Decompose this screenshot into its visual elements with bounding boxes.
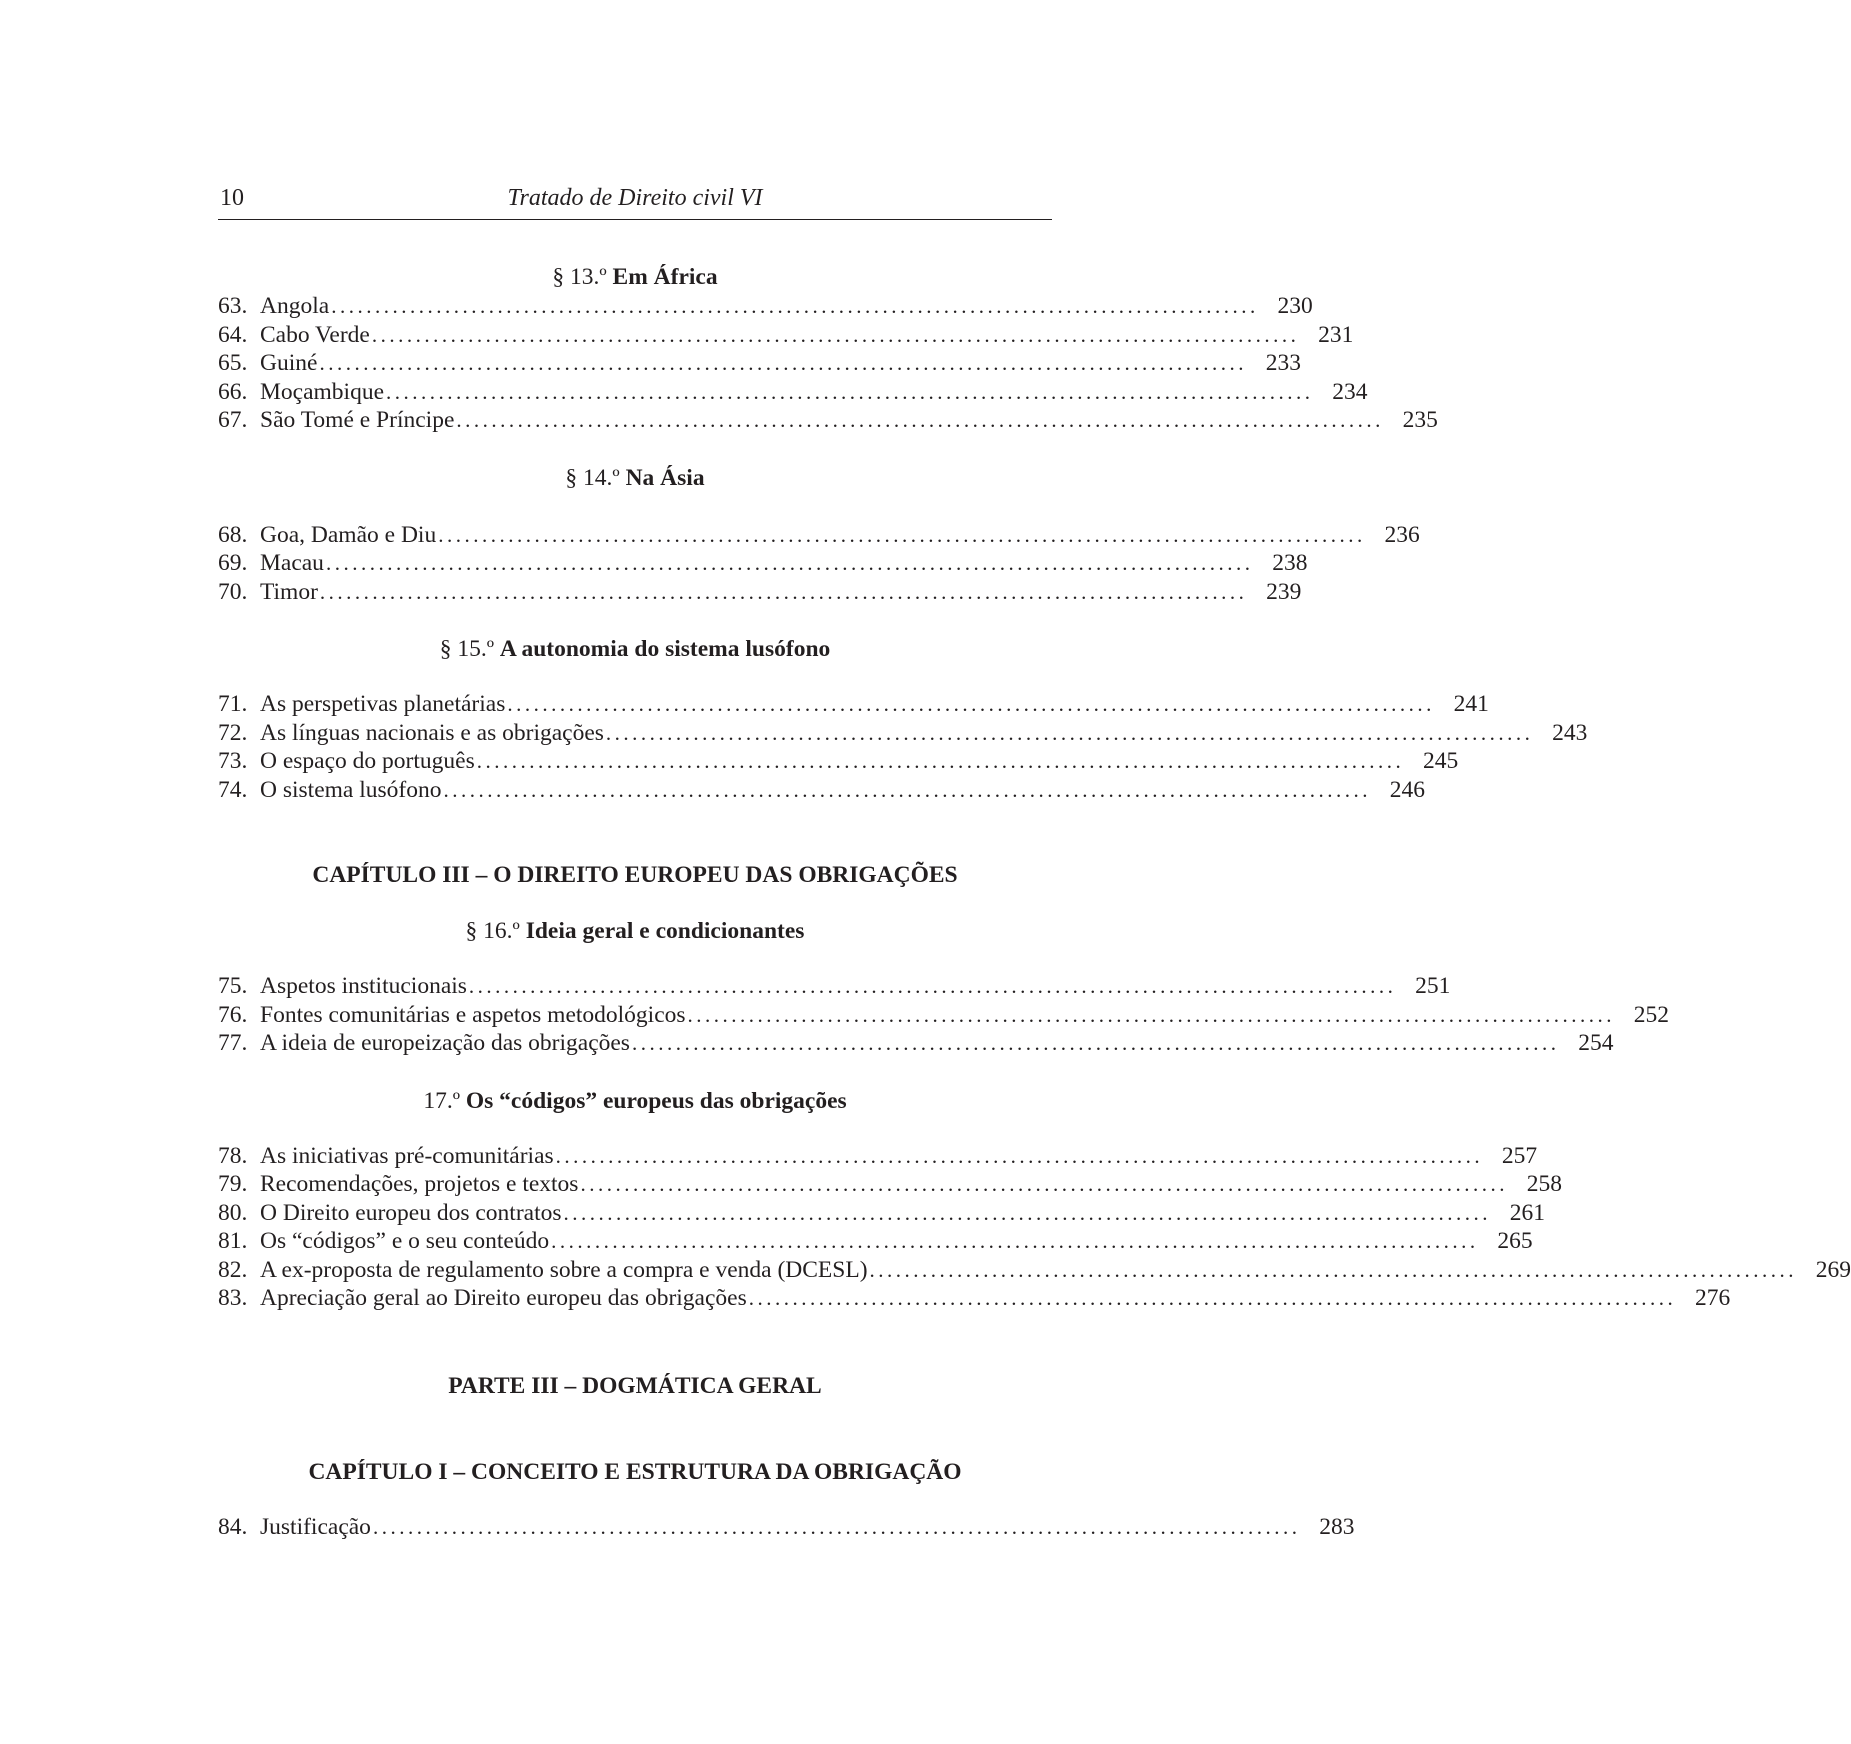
entry-number: 84. xyxy=(218,1513,248,1540)
toc-entry xyxy=(218,549,1308,578)
chapter-heading: CAPÍTULO III – O DIREITO EUROPEU DAS OBRIGAÇÕES xyxy=(312,862,958,888)
entry-title: Aspetos institucionais xyxy=(260,973,467,999)
toc-list xyxy=(218,972,1670,1058)
entry-number: 68. xyxy=(218,521,248,548)
entry-number: 65. xyxy=(218,350,248,376)
entry-title: Guiné xyxy=(260,350,318,376)
entry-title: A ideia de europeização das obrigações xyxy=(260,1030,630,1056)
spacer xyxy=(218,435,1052,463)
entry-page: 276 xyxy=(1695,1285,1731,1311)
spacer xyxy=(218,1487,1052,1513)
dot-leader: .......................................................................................................... xyxy=(563,1200,1492,1225)
entry-title: O espaço do português xyxy=(260,748,475,774)
toc-entry xyxy=(218,378,1368,407)
entry-number: 75. xyxy=(218,973,248,999)
entry-number: 73. xyxy=(218,748,248,774)
spacer xyxy=(218,1116,1052,1142)
toc-entry xyxy=(218,1513,1355,1542)
entry-number: 82. xyxy=(218,1256,248,1283)
book-page xyxy=(218,0,1851,1744)
toc-list xyxy=(218,1142,1851,1313)
spacer xyxy=(218,1401,1052,1457)
section-title: A autonomia do sistema lusófono xyxy=(499,636,831,662)
entry-title: Timor xyxy=(260,578,318,605)
spacer xyxy=(218,493,1052,521)
table-of-contents xyxy=(218,262,1851,1541)
spacer xyxy=(218,664,1052,690)
toc-entry xyxy=(218,292,1313,321)
toc-entry xyxy=(218,1142,1538,1171)
entry-title: Fontes comunitárias e aspetos metodológicos xyxy=(260,1001,686,1028)
spacer xyxy=(218,1058,1052,1086)
entry-title: As iniciativas pré-comunitárias xyxy=(260,1142,554,1169)
page-number: 10 xyxy=(220,185,244,211)
toc-list xyxy=(218,521,1420,607)
entry-title: O sistema lusófono xyxy=(260,776,442,803)
entry-page: 251 xyxy=(1415,973,1451,999)
toc-entry xyxy=(218,1227,1533,1256)
toc-entry xyxy=(218,406,1438,435)
entry-number: 80. xyxy=(218,1199,248,1226)
entry-number: 64. xyxy=(218,321,248,348)
toc-entry xyxy=(218,776,1425,805)
entry-page: 241 xyxy=(1453,691,1489,717)
toc-entry xyxy=(218,972,1451,1001)
entry-title: As línguas nacionais e as obrigações xyxy=(260,719,604,746)
entry-page: 257 xyxy=(1501,1142,1538,1169)
spacer xyxy=(218,890,1052,916)
section-title: Na Ásia xyxy=(625,464,705,491)
toc-entry xyxy=(218,1029,1614,1058)
toc-entry xyxy=(218,1256,1851,1285)
entry-number: 78. xyxy=(218,1142,248,1169)
entry-page: 254 xyxy=(1578,1030,1614,1056)
toc-entry xyxy=(218,1170,1562,1199)
toc-entry xyxy=(218,747,1459,776)
dot-leader: .......................................................................................................... xyxy=(555,1143,1484,1168)
section-heading xyxy=(218,463,1052,493)
dot-leader: .......................................................................................................... xyxy=(319,579,1248,604)
entry-page: 258 xyxy=(1526,1171,1562,1197)
entry-title: Moçambique xyxy=(260,378,384,405)
dot-leader: .......................................................................................................... xyxy=(371,322,1300,347)
entry-page: 233 xyxy=(1265,350,1301,376)
entry-page: 238 xyxy=(1272,550,1308,576)
entry-title: Justificação xyxy=(260,1513,371,1540)
entry-title: As perspetivas planetárias xyxy=(260,691,506,717)
section-heading xyxy=(218,916,1052,946)
spacer xyxy=(218,606,1052,634)
dot-leader: .......................................................................................................... xyxy=(476,749,1405,773)
dot-leader: .......................................................................................................... xyxy=(443,777,1371,802)
entry-title: Angola xyxy=(260,293,330,319)
dot-leader: .......................................................................................................... xyxy=(631,1031,1560,1055)
entry-number: 67. xyxy=(218,407,248,433)
toc-entry xyxy=(218,578,1302,607)
entry-page: 269 xyxy=(1815,1256,1851,1283)
dot-leader: .......................................................................................................... xyxy=(507,692,1435,716)
spacer xyxy=(218,946,1052,972)
chapter-heading: CAPÍTULO I – CONCEITO E ESTRUTURA DA OBRIGAÇÃO xyxy=(308,1458,962,1485)
entry-page: 235 xyxy=(1402,407,1438,433)
toc-entry xyxy=(218,349,1301,378)
entry-page: 246 xyxy=(1389,776,1425,803)
spacer xyxy=(218,1313,1052,1371)
dot-leader: .......................................................................................................... xyxy=(580,1172,1508,1196)
toc-list xyxy=(218,292,1438,435)
section-title: Ideia geral e condicionantes xyxy=(525,918,805,944)
toc-entry xyxy=(218,690,1489,719)
entry-number: 72. xyxy=(218,719,248,746)
entry-number: 66. xyxy=(218,378,248,405)
toc-list xyxy=(218,690,1588,804)
entry-number: 81. xyxy=(218,1228,248,1254)
part-heading: PARTE III – DOGMÁTICA GERAL xyxy=(448,1372,822,1399)
toc-entry xyxy=(218,321,1354,350)
running-header xyxy=(218,185,1052,220)
dot-leader: .......................................................................................................... xyxy=(438,522,1366,547)
dot-leader: .......................................................................................................... xyxy=(386,379,1314,404)
entry-number: 76. xyxy=(218,1001,248,1028)
entry-title: Os “códigos” e o seu conteúdo xyxy=(260,1228,550,1254)
spacer xyxy=(218,804,1052,860)
dot-leader: .......................................................................................................... xyxy=(372,1514,1301,1539)
section-heading xyxy=(218,1086,1052,1116)
section-number: § 13.º xyxy=(552,264,607,290)
dot-leader: .......................................................................................................... xyxy=(456,408,1384,432)
section-number: § 16.º xyxy=(465,918,520,944)
entry-page: 243 xyxy=(1552,719,1588,746)
entry-title: Recomendações, projetos e textos xyxy=(260,1171,579,1197)
running-title: Tratado de Direito civil VI xyxy=(507,185,763,211)
dot-leader: .......................................................................................................... xyxy=(551,1229,1479,1253)
entry-page: 236 xyxy=(1384,521,1420,548)
toc-entry xyxy=(218,1199,1546,1228)
entry-number: 71. xyxy=(218,691,248,717)
section-number: § 14.º xyxy=(565,464,620,491)
entry-title: Macau xyxy=(260,550,324,576)
entry-page: 283 xyxy=(1319,1513,1355,1540)
toc-entry xyxy=(218,719,1588,748)
dot-leader: .......................................................................................................... xyxy=(605,720,1534,745)
entry-page: 252 xyxy=(1633,1001,1670,1028)
entry-title: A ex-proposta de regulamento sobre a compra e venda (DCESL) xyxy=(260,1256,868,1283)
dot-leader: .......................................................................................................... xyxy=(468,974,1397,998)
toc-list xyxy=(218,1513,1355,1542)
section-heading xyxy=(218,262,1052,292)
dot-leader: .......................................................................................................... xyxy=(325,551,1254,575)
section-number: § 15.º xyxy=(439,636,495,662)
dot-leader: .......................................................................................................... xyxy=(869,1257,1798,1282)
section-title: Em África xyxy=(612,264,718,290)
entry-page: 234 xyxy=(1332,378,1368,405)
toc-entry xyxy=(218,1001,1670,1030)
entry-page: 265 xyxy=(1497,1228,1533,1254)
dot-leader: .......................................................................................................... xyxy=(319,351,1247,375)
dot-leader: .......................................................................................................... xyxy=(331,294,1259,318)
entry-page: 245 xyxy=(1422,748,1459,774)
section-heading xyxy=(218,634,1052,664)
entry-page: 261 xyxy=(1509,1199,1546,1226)
entry-title: Cabo Verde xyxy=(260,321,370,348)
entry-page: 230 xyxy=(1277,293,1313,319)
section-title: Os “códigos” europeus das obrigações xyxy=(465,1087,847,1114)
entry-number: 69. xyxy=(218,550,248,576)
entry-page: 239 xyxy=(1266,578,1302,605)
entry-page: 231 xyxy=(1318,321,1354,348)
entry-title: São Tomé e Príncipe xyxy=(260,407,455,433)
section-number: 17.º xyxy=(423,1087,460,1114)
dot-leader: .......................................................................................................... xyxy=(748,1286,1677,1310)
entry-title: O Direito europeu dos contratos xyxy=(260,1199,562,1226)
entry-title: Goa, Damão e Diu xyxy=(260,521,437,548)
entry-number: 83. xyxy=(218,1285,248,1311)
toc-entry xyxy=(218,1284,1731,1313)
entry-number: 77. xyxy=(218,1030,248,1056)
toc-entry xyxy=(218,521,1420,550)
entry-number: 74. xyxy=(218,776,248,803)
entry-number: 63. xyxy=(218,293,248,319)
dot-leader: .......................................................................................................... xyxy=(687,1002,1616,1027)
entry-title: Apreciação geral ao Direito europeu das obrigações xyxy=(260,1285,747,1311)
entry-number: 79. xyxy=(218,1171,248,1197)
entry-number: 70. xyxy=(218,578,248,605)
